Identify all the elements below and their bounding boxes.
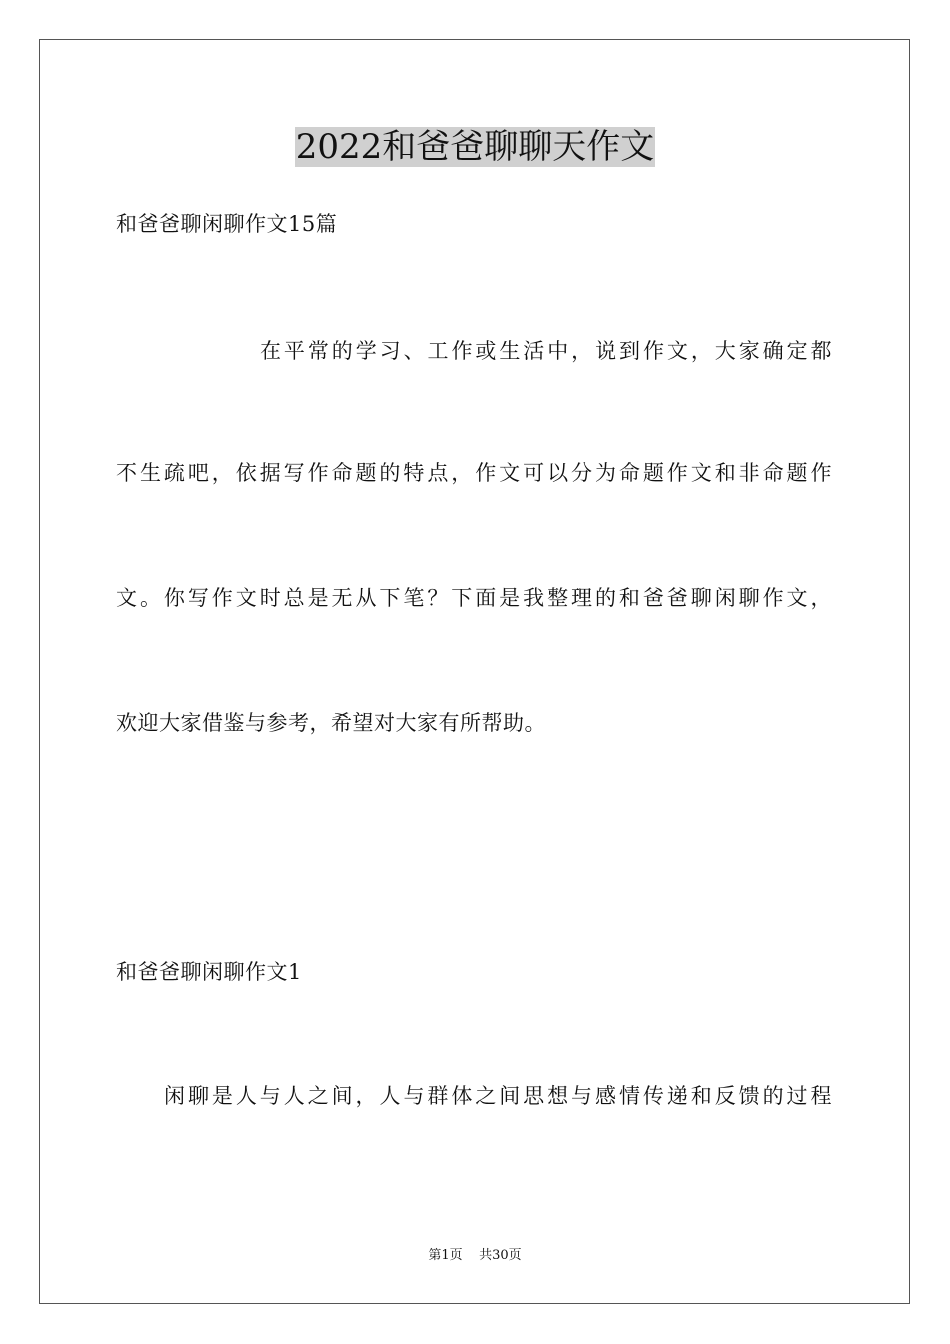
document-title-text: 2022和爸爸聊聊天作文 xyxy=(295,127,655,167)
intro-paragraph-line-1: 在平常的学习、工作或生活中，说到作文，大家确定都 xyxy=(260,339,832,363)
document-title xyxy=(0,124,950,170)
subtitle: 和爸爸聊闲聊作文15篇 xyxy=(116,212,338,236)
page-number-footer: 第1页 共30页 xyxy=(428,1248,522,1263)
section-paragraph-line-1: 闲聊是人与人之间，人与群体之间思想与感情传递和反馈的过程 xyxy=(164,1084,832,1108)
intro-paragraph-line-2: 不生疏吧，依据写作命题的特点，作文可以分为命题作文和非命题作 xyxy=(116,461,832,485)
intro-paragraph-line-3: 文。你写作文时总是无从下笔？下面是我整理的和爸爸聊闲聊作文， xyxy=(116,586,832,610)
intro-paragraph-line-4: 欢迎大家借鉴与参考，希望对大家有所帮助。 xyxy=(116,711,546,735)
section-heading: 和爸爸聊闲聊作文1 xyxy=(116,960,302,984)
